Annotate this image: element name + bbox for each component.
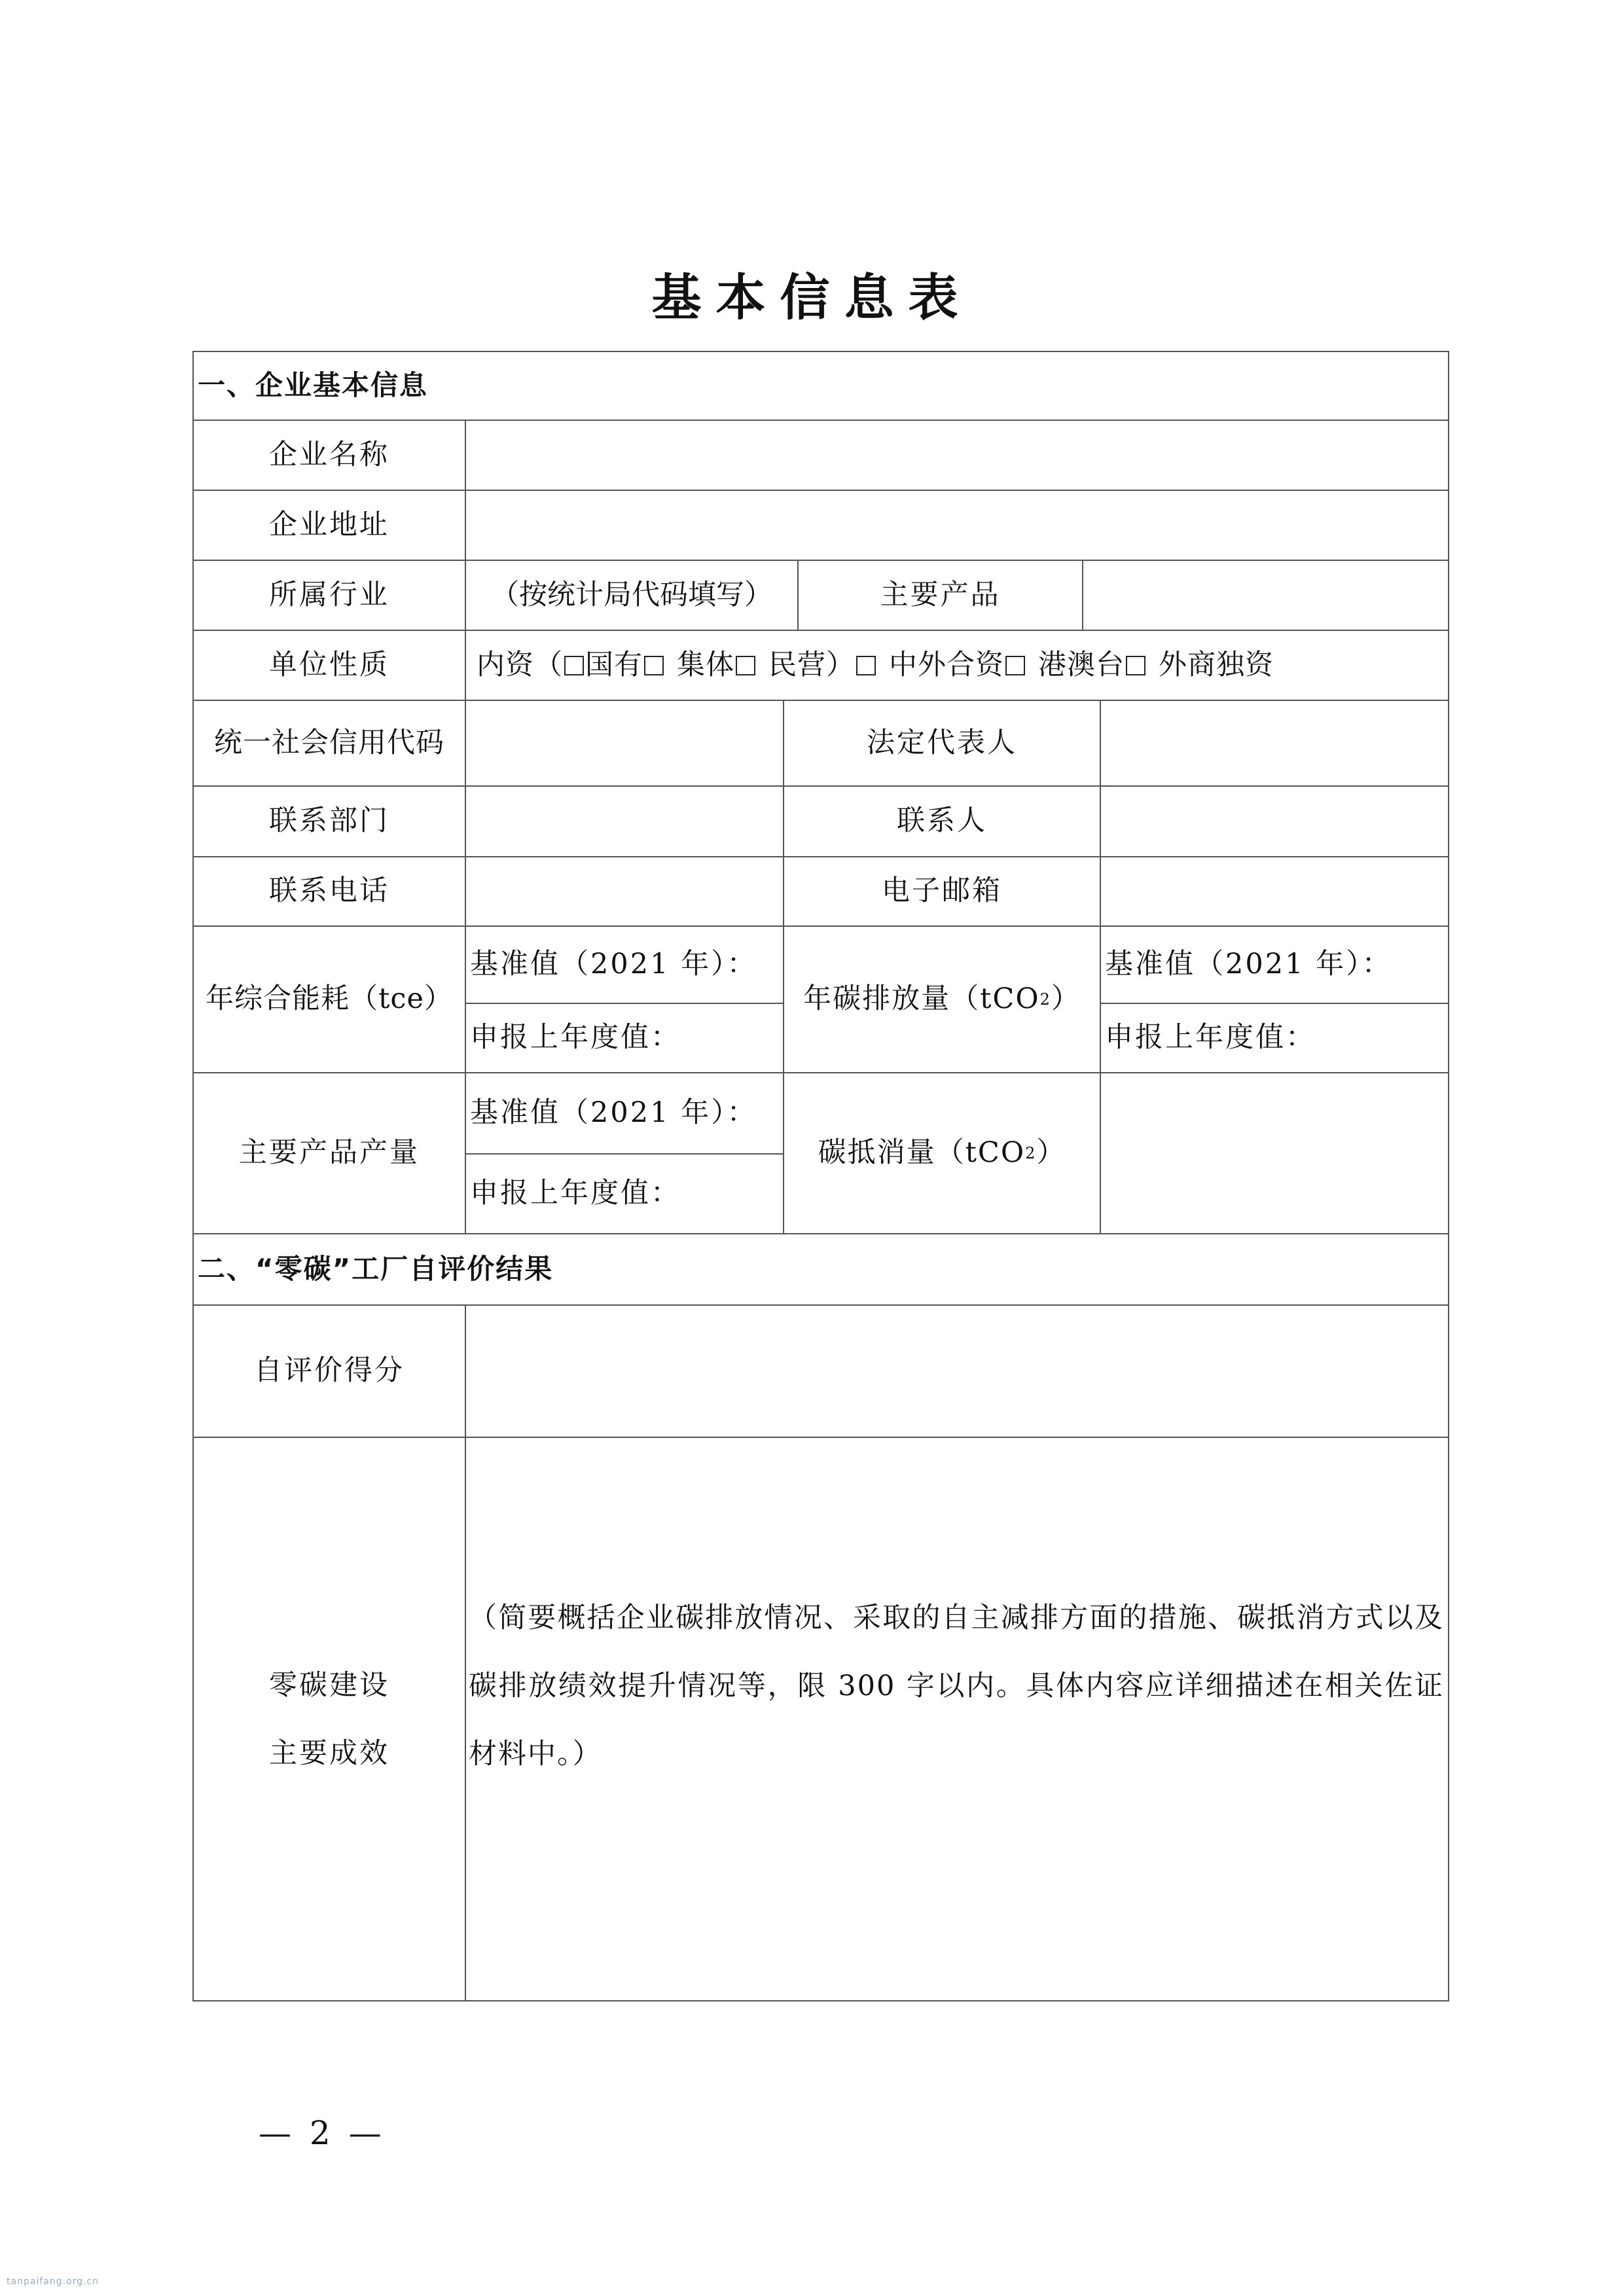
self-score-label: 自评价得分 [254,1354,405,1388]
unit-nature-prefix: 内资（ [477,648,563,681]
main-product-label: 主要产品 [880,578,1001,611]
energy-baseline-field[interactable]: 基准值（2021 年）： [470,948,757,981]
industry-field[interactable]: （按统计局代码填写） [491,578,772,611]
contact-phone-field[interactable] [466,857,783,925]
emission-baseline-field[interactable]: 基准值（2021 年）： [1105,948,1392,981]
company-address-field[interactable] [466,491,1448,560]
contact-dept-field[interactable] [466,787,783,856]
carbon-offset-label [784,1073,1100,1233]
achievement-label [194,1438,465,2000]
self-score-field[interactable] [466,1306,1448,1437]
rule [1448,351,1449,2001]
collective-option-label: 集体 [677,648,734,681]
carbon-offset-label-text: 碳抵消量（tCO [818,1136,1026,1170]
contact-dept-label: 联系部门 [269,804,389,838]
carbon-emission-label-text: 年碳排放量（tCO [803,982,1040,1016]
main-product-field[interactable] [1083,561,1448,630]
energy-last-year-field[interactable]: 申报上年度值： [470,1021,681,1054]
email-label: 电子邮箱 [882,874,1002,908]
unit-nature-options [473,631,1448,700]
legal-rep-label: 法定代表人 [867,726,1017,759]
section-heading-basic-info: 一、企业基本信息 [198,369,429,402]
private-option-label: 民营） [768,648,855,681]
achievement-label-line2: 主要成效 [269,1736,389,1770]
page-number: — 2 — [259,2114,386,2152]
state-owned-option-label: 国有 [585,648,643,681]
carbon-offset-field[interactable] [1101,1073,1448,1233]
source-watermark: tanpaifang.org.cn [7,2276,99,2287]
carbon-emission-label [784,927,1100,1072]
wholly-foreign-option-label: 外商独资 [1159,648,1274,681]
co2-subscript: 2 [1039,990,1051,1009]
company-name-label: 企业名称 [269,438,389,471]
achievement-hint: （简要概括企业碳排放情况、采取的自主减排方面的措施、碳抵消方式以及碳排放绩效提升情况等，限 300 字以内。具体内容应详细描述在相关佐证材料中。） [469,1602,1444,1770]
industry-label: 所属行业 [269,578,389,611]
company-name-field[interactable] [466,421,1448,490]
section-heading-self-evaluation: 二、“零碳”工厂自评价结果 [198,1253,554,1285]
output-baseline-field[interactable]: 基准值（2021 年）： [470,1096,757,1130]
collective-checkbox[interactable] [736,656,755,675]
energy-consumption-label: 年综合能耗（tce） [206,982,453,1016]
contact-person-field[interactable] [1101,787,1448,856]
achievement-label-line1: 零碳建设 [269,1668,389,1702]
unit-nature-label: 单位性质 [269,648,389,681]
hk-macao-tw-checkbox[interactable] [1126,656,1146,675]
state-owned-checkbox[interactable] [564,656,584,675]
sino-foreign-checkbox[interactable] [1005,656,1025,675]
state-owned-extra-checkbox[interactable] [644,656,664,675]
carbon-offset-label-close: ） [1036,1136,1066,1170]
legal-rep-field[interactable] [1101,701,1448,785]
contact-phone-label: 联系电话 [269,874,389,908]
domestic-checkbox[interactable] [856,656,876,675]
co2-subscript: 2 [1025,1144,1037,1162]
email-field[interactable] [1101,857,1448,925]
product-output-label: 主要产品产量 [239,1136,420,1170]
hk-macao-tw-option-label: 港澳台 [1038,648,1125,681]
company-address-label: 企业地址 [269,508,389,541]
credit-code-label: 统一社会信用代码 [214,726,444,759]
sino-foreign-option-label: 中外合资 [889,648,1004,681]
rule [192,2000,1449,2001]
page-title: 基本信息表 [651,268,973,327]
emission-last-year-field[interactable]: 申报上年度值： [1105,1021,1316,1054]
credit-code-field[interactable] [466,701,783,785]
contact-person-label: 联系人 [897,804,987,838]
output-last-year-field[interactable]: 申报上年度值： [470,1177,681,1210]
carbon-emission-label-close: ） [1051,982,1081,1016]
